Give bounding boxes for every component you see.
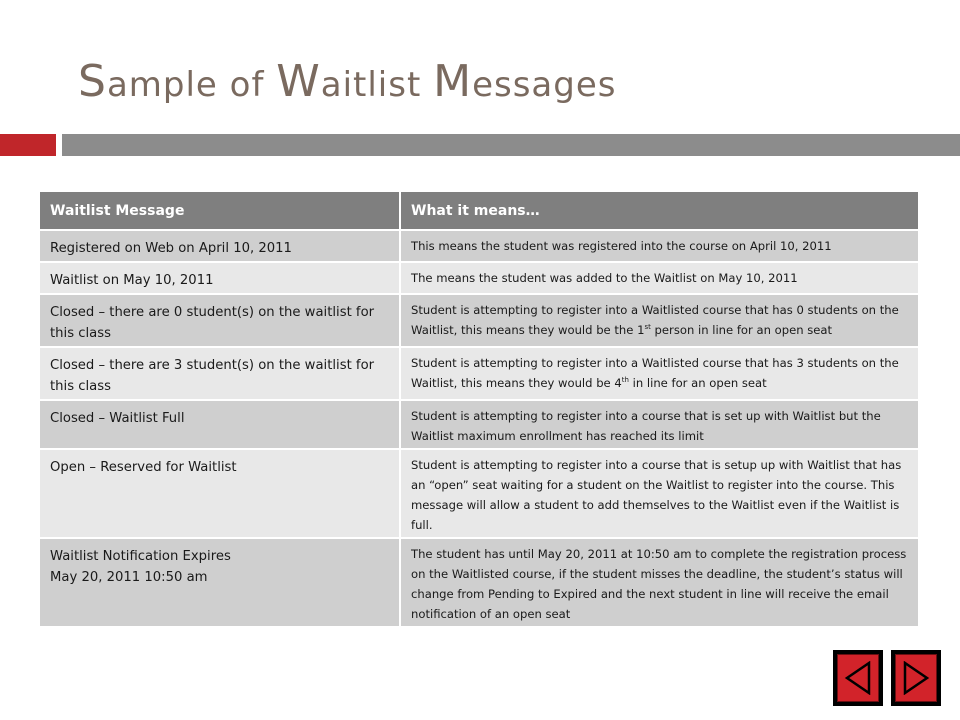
row-message: Closed – there are 3 student(s) on the waitlist for this class (40, 347, 400, 400)
title-part-1: ample of (106, 65, 277, 105)
title-cap-w: W (276, 56, 321, 107)
row-meaning (400, 294, 918, 347)
waitlist-messages-table (40, 192, 918, 628)
row-meaning-text-end: in line for an open seat (628, 376, 767, 390)
row-message-line-1: Waitlist Notification Expires (50, 549, 231, 564)
title-cap-m: M (433, 56, 473, 107)
row-meaning-text-end: person in line for an open seat (650, 323, 833, 337)
table-row (40, 400, 918, 449)
row-meaning: The means the student was added to the Waitlist on May 10, 2011 (400, 262, 918, 294)
header-what-it-means: What it means… (400, 192, 918, 230)
row-message: Open – Reserved for Waitlist (40, 449, 400, 538)
title-part-3: essages (472, 65, 617, 105)
table-row (40, 449, 918, 538)
header-waitlist-message: Waitlist Message (40, 192, 400, 230)
table-row (40, 230, 918, 262)
title-divider-bar (62, 134, 960, 156)
table-row (40, 347, 918, 400)
table-row (40, 262, 918, 294)
previous-slide-button-face (837, 654, 879, 702)
next-slide-button[interactable] (891, 650, 941, 706)
row-meaning (400, 347, 918, 400)
row-message (40, 538, 400, 627)
row-meaning: This means the student was registered into the course on April 10, 2011 (400, 230, 918, 262)
row-meaning-text: Student is attempting to register into a Waitlisted course that has 0 students on the Waitlist, this means they would be the 1 (411, 303, 899, 337)
row-meaning: Student is attempting to register into a course that is set up with Waitlist but the Waitlist maximum enrollment has reached its limit (400, 400, 918, 449)
row-message: Registered on Web on April 10, 2011 (40, 230, 400, 262)
next-slide-button-face (895, 654, 937, 702)
title-part-2: aitlist (320, 65, 434, 105)
row-meaning-text: Student is attempting to register into a Waitlisted course that has 3 students on the Waitlist, this means they would be 4 (411, 356, 899, 390)
ordinal-suffix: st (644, 323, 651, 332)
slide-title (78, 56, 616, 106)
row-meaning: Student is attempting to register into a course that is setup up with Waitlist that has an “open” seat waiting for a student on the Waitlist to register into the course. This message will allow a student to add themselves to the Waitlist even if the Waitlist is full. (400, 449, 918, 538)
row-meaning: The student has until May 20, 2011 at 10:50 am to complete the registration process on the Waitlisted course, if the student misses the deadline, the student’s status will change from Pending to Expired and the next student in line will receive the email notification of an open seat (400, 538, 918, 627)
row-message: Waitlist on May 10, 2011 (40, 262, 400, 294)
title-cap-s: S (78, 56, 107, 107)
previous-slide-button[interactable] (833, 650, 883, 706)
ordinal-suffix: th (621, 376, 629, 385)
table-row (40, 294, 918, 347)
table-row (40, 538, 918, 627)
triangle-right-icon (901, 661, 931, 695)
triangle-left-icon (843, 661, 873, 695)
title-accent-bar (0, 134, 56, 156)
row-message-line-2: May 20, 2011 10:50 am (50, 570, 208, 585)
table-header-row (40, 192, 918, 230)
row-message: Closed – Waitlist Full (40, 400, 400, 449)
row-message: Closed – there are 0 student(s) on the waitlist for this class (40, 294, 400, 347)
